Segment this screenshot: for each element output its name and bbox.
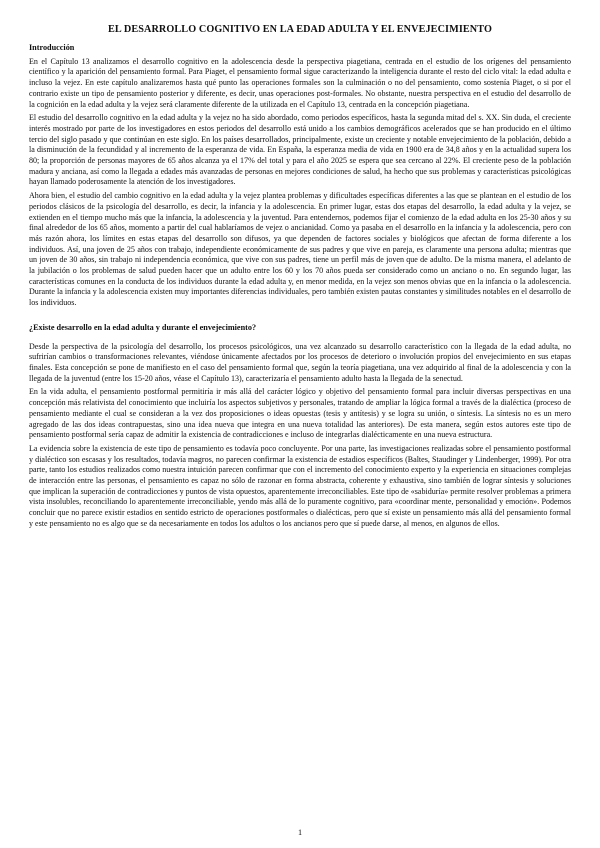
page-number: 1 (297, 828, 303, 837)
paragraph: El estudio del desarrollo cognitivo en la edad adulta y la vejez no ha sido abordado, como periodos específicos, hasta la segunda mitad del s. XX. Sin duda, el creciente interés mostrado por parte de los investigadores en estos periodos del desarrollo está unido a los cambios demográficos acelerados que se han producido en el último tercio del siglo pasado y que continúan en este siglo. En los países desarrollados, principalmente, existe un creciente y notable envejecimiento de la población, debido a la disminución de la fecundidad y al incremento de la esperanza de vida. En España, la esperanza media de vida en 1900 era de 34,8 años y en la actualidad supera los 80; la proporción de personas mayores de 65 años alcanza ya el 17% del total y para el año 2025 se espera que sea cercano al 22%. El creciente peso de la población madura y anciana, así como la llegada a edades más avanzadas de personas en mejores condiciones de salud, ha hecho que sus problemas y características psicológicas hayan llamado poderosamente la atención de los investigadores. (29, 113, 571, 187)
document-page (29, 24, 571, 533)
document-title: EL DESARROLLO COGNITIVO EN LA EDAD ADULTA Y EL ENVEJECIMIENTO (108, 24, 492, 35)
paragraph: La evidencia sobre la existencia de este tipo de pensamiento es todavía poco concluyente. Por una parte, las investigaciones realizadas sobre el pensamiento postformal y dialéctico son escasas y los resultados, todavía magros, no parecen confirmar la existencia de estadios específicos (Baltes, Staudinger y Lindenberger, 1999). Por otra parte, tanto los estudios realizados como nuestra intuición parecen confirmar que con el incremento del conocimiento experto y la experiencia en situaciones complejas de interacción entre las personas, el pensamiento es capaz no sólo de razonar en forma abstracta, coherente y exhaustiva, sino también de lograr síntesis y soluciones que implican la superación de contradicciones y puntos de vista opuestos, aparentemente irreconciliables. Este tipo de «sabiduría» permite resolver problemas a primera vista insolubles, reconciliando lo aparentemente irreconciliable, yendo más allá de lo puramente cognitivo, para «coordinar mente, personalidad y emoción». Podemos concluir que no parece existir estadios en sentido estricto de operaciones postformales o dialécticas, pero que sí existe un pensamiento más allá del pensamiento formal y este pensamiento no es algo que se da necesariamente en todos los adultos o los ancianos pero que sí puede darse, al menos, en algunos de ellos. (29, 443, 571, 528)
paragraph: En la vida adulta, el pensamiento postformal permitiría ir más allá del carácter lógico y objetivo del pensamiento formal para incluir diversas perspectivas en una concepción más relativista del conocimiento que incluiría los aspectos subjetivos y personales, tratando de ampliar la lógica formal a través de la dialéctica (proceso de pensamiento mediante el cual se consideran a la vez dos proposiciones o ideas opuestas (tesis y antítesis) y se logra su unión, o síntesis. La síntesis no es un mero agregado de las dos ideas contrapuestas, sino una idea nueva que integra en una nueva totalidad las anteriores). De esta manera, según estos autores este tipo de pensamiento postformal sería capaz de admitir la existencia de contradicciones e incluso de integrarlas dialécticamente en una nueva estructura. (29, 387, 571, 440)
paragraph: Ahora bien, el estudio del cambio cognitivo en la edad adulta y la vejez plantea problemas y dificultades específicas diferentes a las que se plantean en el estudio de los periodos clásicos de la psicología del desarrollo, es decir, la infancia y la adolescencia. En primer lugar, estas dos etapas del desarrollo, la edad adulta y la vejez, se extienden en el tiempo mucho más que la infancia, la adolescencia y la juventud. Para entendernos, podemos fijar el comienzo de la edad adulta en los 25-30 años y su final alrededor de los 65 años, momento a partir del cual hablaríamos de vejez o ancianidad. Como ya pasaba en el desarrollo en la infancia y la adolescencia, pero con más razón ahora, los límites en estas etapas del desarrollo son difusos, ya que dependen de factores sociales y biológicos que afectan de forma diferente a los individuos. Así, una joven de 25 años con trabajo, independiente económicamente de sus padres y que vive en pareja, es claramente una persona adulta; mientras que un joven de 30 años, sin trabajo ni independencia económica, que vive con sus padres, tiene un perfil más de joven que de adulto. De la misma manera, el adelanto de la jubilación o los problemas de salud pueden hacer que un adulto entre los 60 y los 70 años pueda ser considerado como un anciano o no. En segundo lugar, las características comunes en la conducta de los individuos durante la edad adulta y, en menor medida, en la vejez son menos obvias que en la infancia o la adolescencia. Durante la infancia y la adolescencia existen muy importantes diferencias individuales, pero también existen pautas constantes y similitudes notables en el desarrollo de los individuos. (29, 191, 571, 308)
paragraph: Desde la perspectiva de la psicología del desarrollo, los procesos psicológicos, una vez alcanzado su desarrollo característico con la llegada de la edad adulta, no sufrirían cambios o transformaciones relevantes, viéndose únicamente afectados por los procesos de deterioro o involución propios del envejecimiento en sus etapas finales. Esta concepción se pone de manifiesto en el caso del pensamiento formal que, según la teoría piagetiana, una vez adquirido al final de la adolescencia y con la llegada de la juventud (entre los 15-20 años, véase el Capítulo 13), caracterizaría el pensamiento adulto hasta la llegada de la senectud. (29, 341, 571, 383)
section-heading-development-question: ¿Existe desarrollo en la edad adulta y durante el envejecimiento? (29, 322, 257, 332)
section-heading-introduction: Introducción (29, 43, 75, 52)
paragraph: En el Capítulo 13 analizamos el desarrollo cognitivo en la adolescencia desde la perspectiva piagetiana, centrada en el estudio de los orígenes del pensamiento científico y la aparición del pensamiento formal. Para Piaget, el pensamiento formal sigue caracterizando la inteligencia durante el resto del ciclo vital: la edad adulta e incluso la vejez. En este capítulo analizaremos hasta qué punto las operaciones formales son la culminación o no del pensamiento, como sostenía Piaget, o si por el contrario existe un tipo de pensamiento posterior y diferente, es decir, unas operaciones post-formales. No obstante, nuestra perspectiva en el estudio del desarrollo de la cognición en la edad adulta y la vejez será claramente diferente de la utilizada en el Capítulo 13, centrada en la concepción piagetiana. (29, 56, 571, 109)
